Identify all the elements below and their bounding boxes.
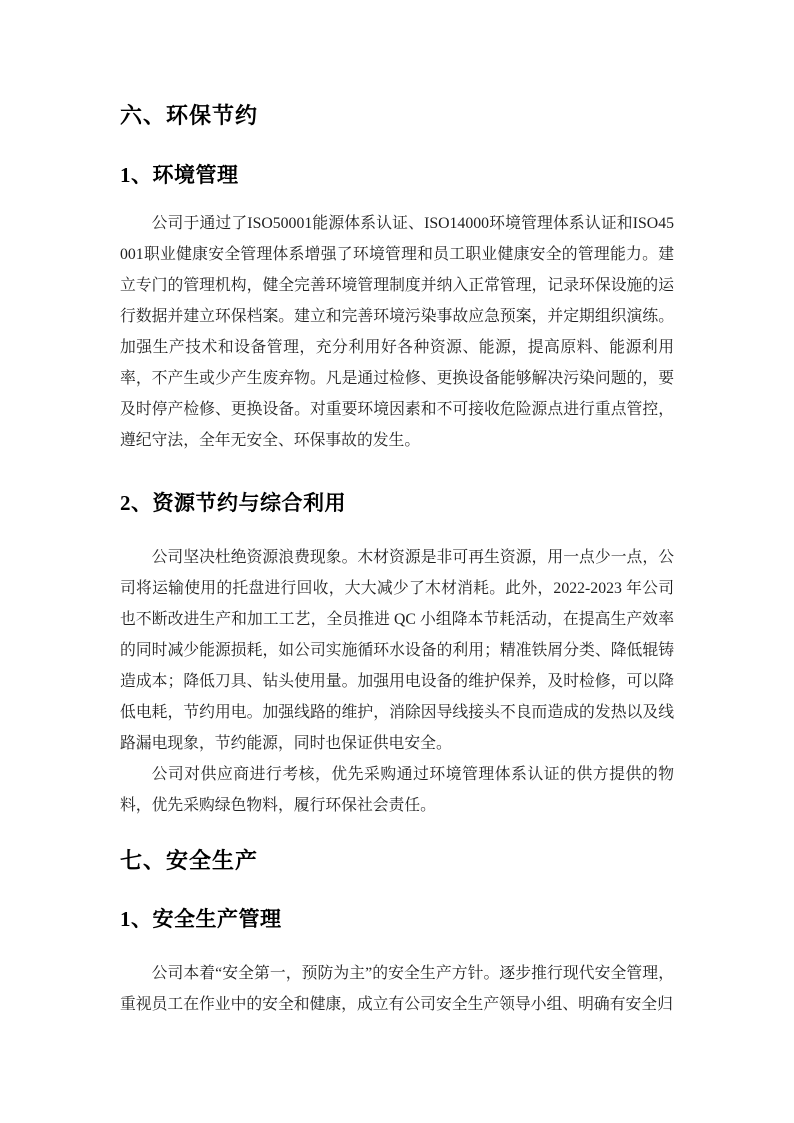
paragraph-supplier-assessment: 公司对供应商进行考核，优先采购通过环境管理体系认证的供方提供的物料，优先采购绿色物料，履行环保社会责任。 bbox=[120, 766, 674, 814]
subsection-heading-safety-production-management: 1、安全生产管理 bbox=[120, 907, 282, 931]
paragraph-safety-production-management: 公司本着“安全第一，预防为主”的安全生产方针。逐步推行现代安全管理，重视员工在作业中的安全和健康，成立有公司安全生产领导小组、明确有安全归 bbox=[120, 965, 674, 1013]
paragraph-environment-management: 公司于通过了ISO50001能源体系认证、ISO14000环境管理体系认证和ISO45001职业健康安全管理体系增强了环境管理和员工职业健康安全的管理能力。建立专门的管理机构，健全完善环境管理制度并纳入正常管理，记录环保设施的运行数据并建立环保档案。建立和完善环境污染事故应急预案，并定期组织演练。加强生产技术和设备管理，充分利用好各种资源、能源，提高原料、能源利用率，不产生或少产生废弃物。凡是通过检修、更换设备能够解决污染问题的，要及时停产检修、更换设备。对重要环境因素和不可接收危险源点进行重点管控，遵纪守法，全年无安全、环保事故的发生。 bbox=[120, 215, 674, 449]
subsection-heading-resource-conservation: 2、资源节约与综合利用 bbox=[120, 491, 346, 515]
section-heading-environmental-conservation: 六、环保节约 bbox=[120, 104, 259, 129]
subsection-heading-environment-management: 1、环境管理 bbox=[120, 163, 239, 187]
paragraph-resource-conservation: 公司坚决杜绝资源浪费现象。木材资源是非可再生资源，用一点少一点，公司将运输使用的托盘进行回收，大大减少了木材消耗。此外，2022-2023 年公司也不断改进生产和加工工艺，全员推进 QC 小组降本节耗活动，在提高生产效率的同时减少能源损耗，如公司实施循环水设备的利用；精准铁屑分类、降低辊铸造成本；降低刀具、钻头使用量。加强用电设备的维护保养，及时检修，可以降低电耗，节约用电。加强线路的维护，消除因导线接头不良而造成的发热以及线路漏电现象，节约能源，同时也保证供电安全。 bbox=[120, 549, 674, 752]
section-heading-safety-production: 七、安全生产 bbox=[120, 849, 259, 874]
